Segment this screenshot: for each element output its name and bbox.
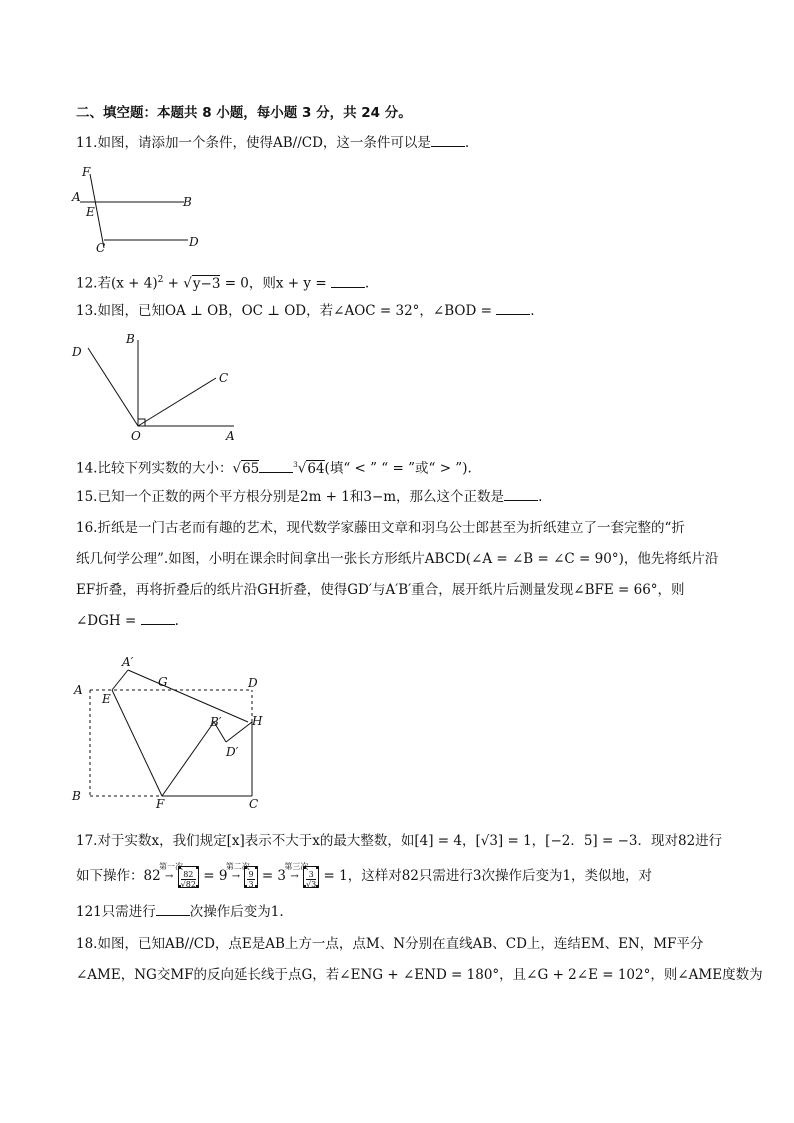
question-17-line-3: 121只需进行 次操作后变为1. [76,904,284,920]
label-C: C [219,371,229,385]
label-B: B [72,789,81,803]
question-number: 14. [76,460,98,477]
question-text: 如图，请添加一个条件，使得AB//CD，这一条件可以是 [97,135,431,151]
question-number: 18. [76,936,98,952]
label-E: E [102,692,111,706]
q11-figure [66,162,216,254]
answer-blank[interactable] [141,612,175,625]
question-text: 已知一个正数的两个平方根分别是2m + 1和3−m，那么这个正数是 [97,489,505,505]
label-A-prime: A′ [122,655,134,669]
label-B: B [126,332,135,346]
question-number: 15. [76,489,98,505]
answer-blank[interactable] [496,302,530,315]
label-A: A [226,429,235,443]
question-16-line-4: ∠DGH = . [76,613,179,629]
label-C: C [249,797,259,810]
question-15: 15.已知一个正数的两个平方根分别是2m + 1和3−m，那么这个正数是 . [76,489,543,505]
answer-blank[interactable] [259,460,293,473]
label-D: D [189,235,199,249]
label-F: F [82,165,91,179]
answer-blank[interactable] [504,488,538,501]
question-number: 13. [76,303,98,319]
question-17-line-2: 如下操作：82 第一次 → $\frac{82}{√82}$ = 9 第二次 → $\frac{9}{3}$ = 3 第三次 → $\frac{3}{√3}$ = 1，这样对82只需进行3次操作后变为1，类似地，对 [76,861,653,889]
answer-blank[interactable] [331,275,365,288]
question-number: 17. [76,833,98,849]
q13-figure [66,330,246,445]
label-C: C [96,241,106,254]
label-F: F [156,797,165,810]
question-number: 11. [76,135,98,151]
label-D-prime: D′ [226,745,239,759]
label-D: D [72,345,82,359]
question-14: 14.比较下列实数的大小：√65 $^3$√64(填“ < ” “ = ”或“ > ”). [76,460,472,477]
question-12: 12.若$(x + 4)^2 + √y-3 = 0$，则x + y = . [76,275,370,292]
question-16-line-3: EF折叠，再将折叠后的纸片沿GH折叠，使得GD′与A′B′重合，展开纸片后测量发现∠BFE = 66°，则 [76,582,685,598]
label-A: A [72,190,81,204]
question-18-line-2: ∠AME，NG交MF的反向延长线于点G，若∠ENG + ∠END = 180°，且∠G + 2∠E = 102°，则∠AME度数为 [76,967,763,983]
label-B: B [183,195,192,209]
question-17-line-1: 17.对于实数x，我们规定[x]表示不大于x的最大整数，如[4] = 4，[√3] = 1，[−2．5] = −3．现对82进行 [76,833,723,849]
label-H: H [252,714,263,728]
label-E: E [86,205,95,219]
question-number: 12. [76,275,98,292]
question-13: 13.如图，已知OA ⊥ OB，OC ⊥ OD，若∠AOC = 32°，∠BOD = . [76,303,535,319]
question-16-line-1: 16.折纸是一门古老而有趣的艺术，现代数学家藤田文章和羽乌公士郎甚至为折纸建立了一套完整的“折 [76,520,685,536]
question-18-line-1: 18.如图，已知AB//CD，点E是AB上方一点，点M、N分别在直线AB、CD上，连结EM、EN，MF平分 [76,936,704,952]
answer-blank[interactable] [156,903,190,916]
label-A: A [74,683,83,697]
label-B-prime: B′ [210,715,222,729]
label-D: D [248,676,258,690]
label-G: G [158,675,168,689]
question-11: 11.如图，请添加一个条件，使得AB//CD，这一条件可以是 . [76,135,470,151]
question-text: 如图，已知OA ⊥ OB，OC ⊥ OD，若∠AOC = 32°，∠BOD = [97,303,497,319]
label-O: O [131,429,141,443]
answer-blank[interactable] [431,134,465,147]
q16-figure [66,650,276,810]
question-16-line-2: 纸几何学公理”.如图，小明在课余时间拿出一张长方形纸片ABCD(∠A = ∠B = ∠C = 90°)，他先将纸片沿 [76,551,719,567]
section-title: 二、填空题：本题共 8 小题，每小题 3 分，共 24 分。 [76,105,412,121]
question-number: 16. [76,520,98,536]
